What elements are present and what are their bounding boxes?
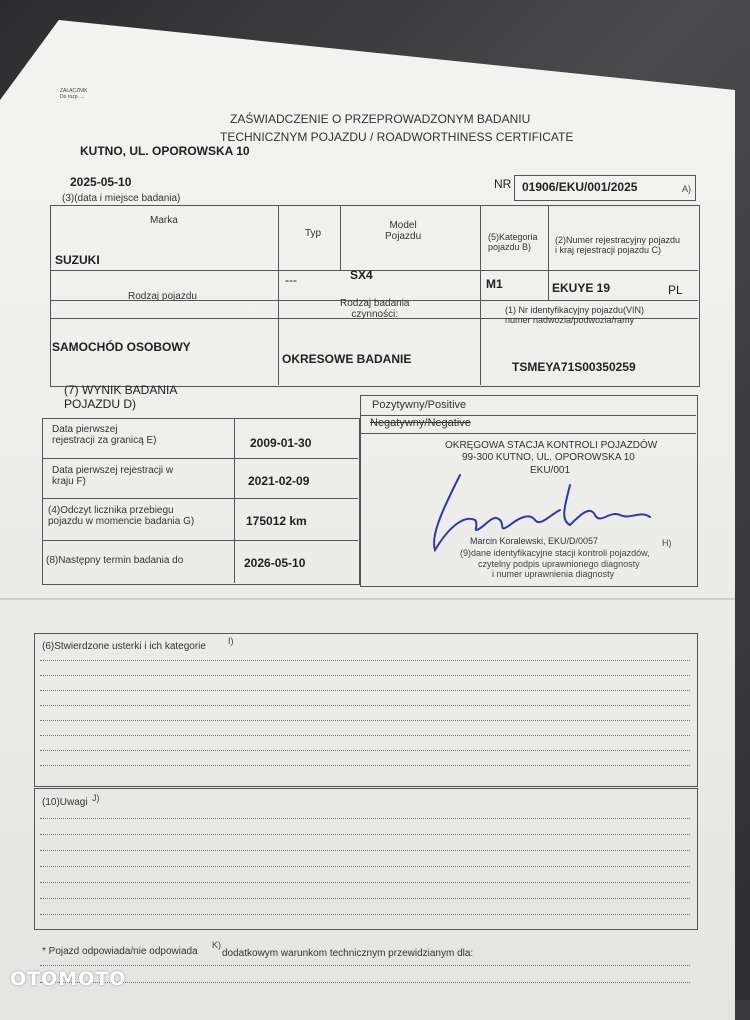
first-registration-country-label: Data pierwszej rejestracji w kraju F): [52, 465, 174, 487]
marka-label: Marka: [150, 215, 178, 226]
dotted-line: [40, 898, 690, 899]
station-note-3: i numer uprawnienia diagnosty: [492, 569, 615, 579]
rodzaj-label: Rodzaj pojazdu: [128, 291, 197, 302]
nr-label: NR: [494, 177, 512, 191]
footer-text-rest: dodatkowym warunkom technicznym przewidzianym dla:: [222, 948, 474, 959]
station-name: OKRĘGOWA STACJA KONTROLI POJAZDÓW: [445, 440, 658, 451]
dotted-line: [40, 850, 690, 851]
result-negative: Negatywny/Negative: [370, 417, 471, 429]
dotted-line: [40, 750, 690, 751]
odometer-value: 175012 km: [246, 514, 307, 528]
typ-value: ---: [285, 273, 297, 287]
station-address: 99-300 KUTNO, UL. OPOROWSKA 10: [462, 452, 635, 463]
table-row-divider: [50, 270, 698, 271]
rodzaj-value: SAMOCHÓD OSOBOWY: [52, 340, 191, 354]
dotted-line: [40, 882, 690, 883]
paper-fold: [0, 598, 735, 600]
czynnosc-label: Rodzaj badania czynności:: [340, 298, 410, 320]
first-registration-country-value: 2021-02-09: [248, 474, 310, 488]
next-inspection-label: (8)Następny termin badania do: [46, 555, 184, 566]
result-divider: [360, 415, 696, 416]
odometer-label: (4)Odczyt licznika przebiegu pojazdu w momencie badania G): [48, 505, 195, 527]
inspection-location: KUTNO, UL. OPOROWSKA 10: [80, 144, 250, 158]
dates-row-divider: [42, 540, 358, 541]
dates-row-divider: [42, 458, 358, 459]
station-code: EKU/001: [530, 465, 571, 476]
dotted-line: [40, 690, 690, 691]
footer-text: * Pojazd odpowiada/nie odpowiada: [42, 946, 198, 957]
inspector-name: Marcin Koralewski, EKU/D/0057: [470, 536, 599, 546]
date-label: (3)(data i miejsce badania): [62, 193, 181, 204]
nr-suffix: A): [682, 184, 691, 194]
dotted-line: [40, 818, 690, 819]
remarks-suffix: J): [92, 793, 100, 803]
kategoria-value: M1: [486, 277, 503, 291]
remarks-box: [34, 788, 698, 930]
table-col-divider: [480, 205, 481, 385]
registration-label: (2)Numer rejestracyjny pojazdu i kraj rejestracji pojazdu C): [555, 235, 681, 255]
header-small-print: ZAŁĄCZNIK Do rozp. ...: [60, 88, 88, 100]
dotted-line: [40, 735, 690, 736]
registration-number: EKUYE 19: [552, 281, 611, 295]
otomoto-watermark: OTOMOTO: [10, 968, 127, 990]
first-registration-abroad-label: Data pierwszej rejestracji za granicą E): [52, 424, 157, 446]
first-registration-abroad-value: 2009-01-30: [250, 436, 312, 450]
next-inspection-value: 2026-05-10: [244, 556, 306, 570]
station-note-1: (9)dane identyfikacyjne stacji kontroli pojazdów,: [460, 548, 650, 558]
remarks-label: (10)Uwagi: [42, 797, 88, 808]
dotted-line: [40, 720, 690, 721]
czynnosc-value: OKRESOWE BADANIE: [282, 352, 412, 366]
inspection-date: 2025-05-10: [70, 175, 132, 189]
table-col-divider: [548, 205, 549, 300]
dotted-line: [40, 982, 690, 983]
dotted-line: [40, 660, 690, 661]
station-suffix: H): [662, 538, 672, 548]
title-line-2: TECHNICZNYM POJAZDU / ROADWORTHINESS CERTIFICATE: [220, 130, 574, 144]
dotted-line: [40, 675, 690, 676]
vin-value: TSMEYA71S00350259: [512, 360, 636, 374]
table-col-divider: [340, 205, 341, 270]
dates-col-divider: [234, 418, 235, 583]
vin-label: (1) Nr identyfikacyjny pojazdu(VIN) numer nadwozia/podwozia/ramy: [505, 305, 645, 325]
registration-country: PL: [668, 283, 683, 297]
kategoria-label: (5)Kategoria pojazdu B): [488, 232, 538, 252]
dotted-line: [40, 914, 690, 915]
dates-row-divider: [42, 498, 358, 499]
defects-box: [34, 633, 698, 787]
dotted-line: [40, 866, 690, 867]
defects-label: (6)Stwierdzone usterki i ich kategorie: [42, 641, 206, 652]
typ-label: Typ: [305, 228, 322, 239]
result-label: (7) WYNIK BADANIA POJAZDU D): [64, 383, 178, 411]
title-line-1: ZAŚWIADCZENIE O PRZEPROWADZONYM BADANIU: [230, 112, 531, 126]
table-col-divider: [278, 205, 279, 385]
dotted-line: [40, 965, 690, 966]
certificate-number: 01906/EKU/001/2025: [522, 180, 638, 194]
model-value: SX4: [350, 268, 373, 282]
dotted-line: [40, 834, 690, 835]
dotted-line: [40, 765, 690, 766]
dotted-line: [40, 705, 690, 706]
station-note-2: czytelny podpis uprawnionego diagnosty: [478, 559, 640, 569]
footer-suffix: K): [212, 940, 221, 950]
model-label: Model Pojazdu: [385, 220, 422, 242]
result-divider: [360, 433, 696, 434]
marka-value: SUZUKI: [55, 253, 100, 267]
result-positive: Pozytywny/Positive: [372, 399, 467, 411]
defects-suffix: I): [228, 636, 234, 646]
